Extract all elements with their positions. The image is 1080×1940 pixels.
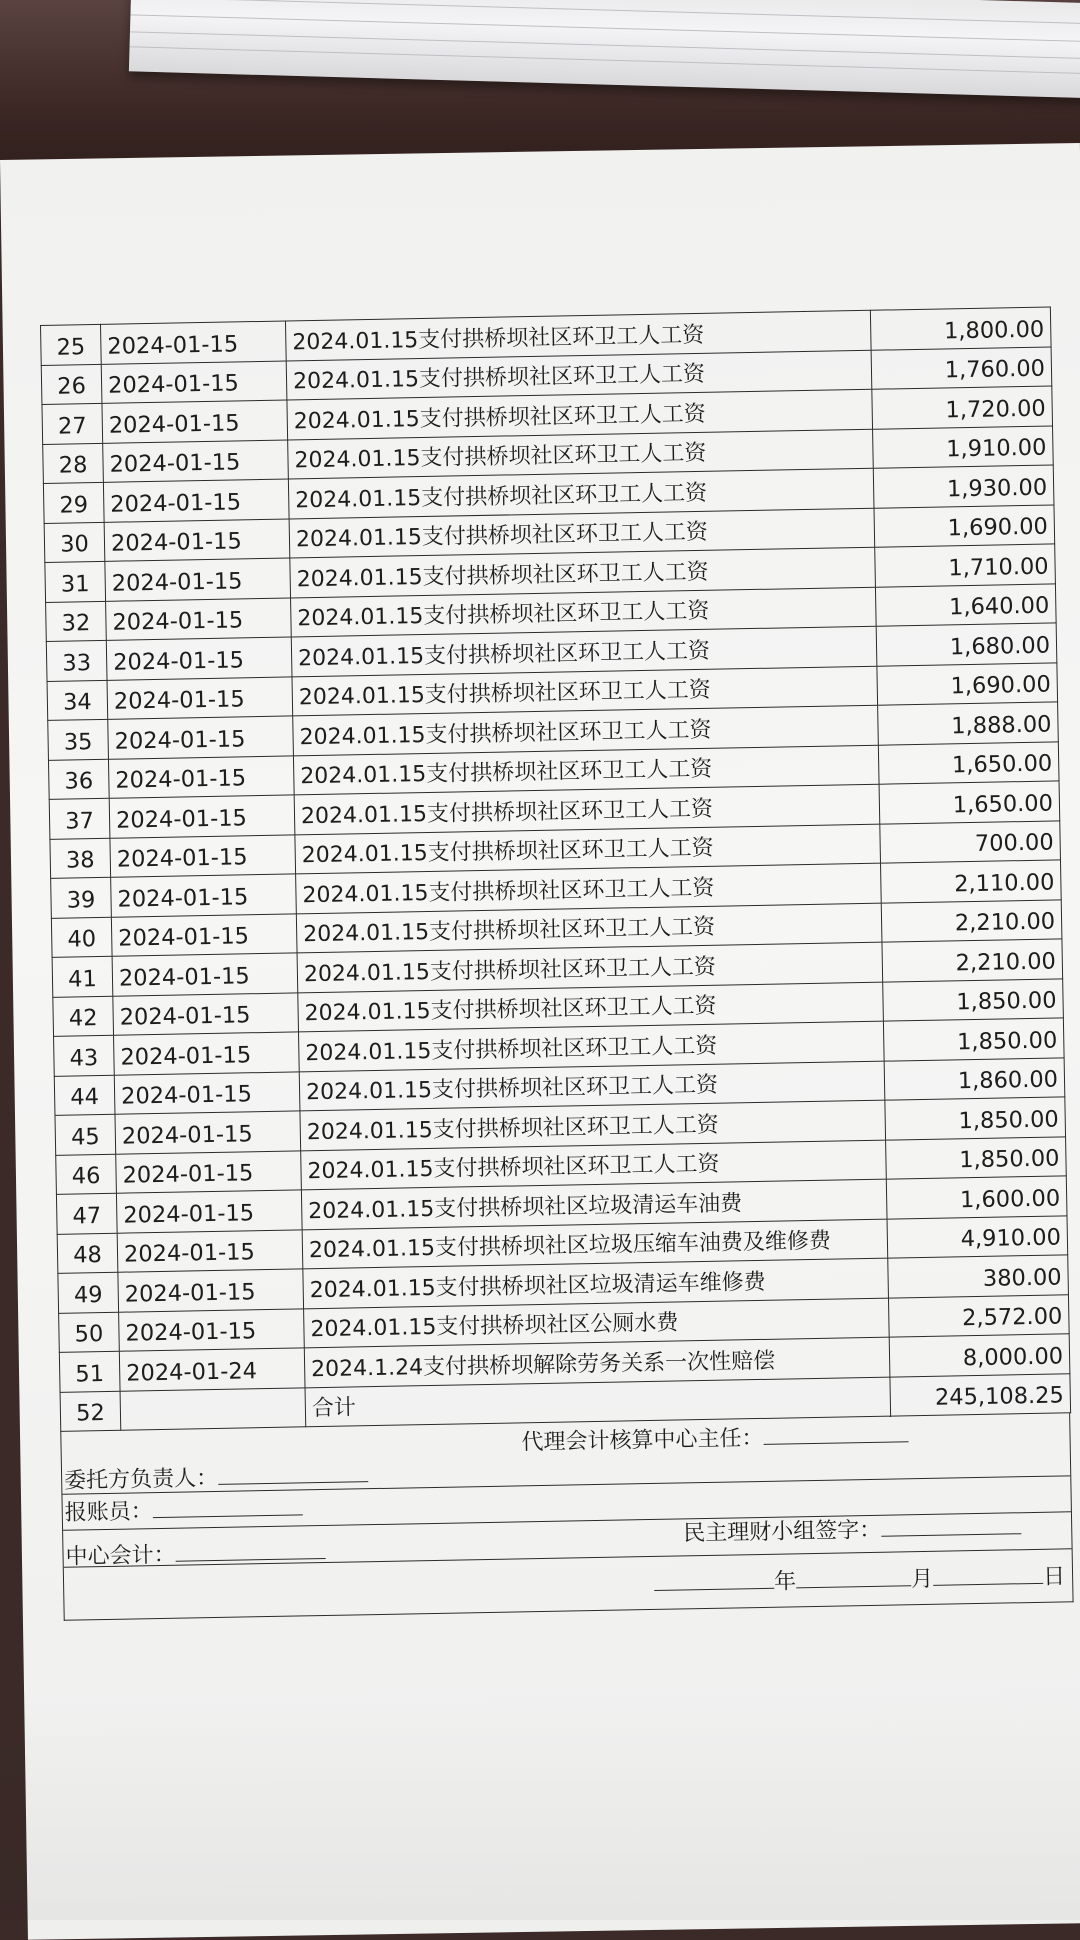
date-field [654, 1559, 1066, 1598]
client-head-label: 委托方负责人： [63, 1465, 219, 1494]
row-number: 32 [46, 601, 107, 642]
row-number: 39 [51, 877, 112, 918]
row-amount: 245,108.25 [890, 1373, 1071, 1416]
row-description: 2024.01.15支付拱桥坝社区环卫工人工资 [291, 626, 877, 676]
row-date: 2024-01-15 [104, 518, 290, 561]
row-number: 35 [48, 719, 109, 760]
row-description: 2024.01.15支付拱桥坝社区环卫工人工资 [287, 389, 873, 439]
row-number: 49 [58, 1272, 119, 1313]
row-date: 2024-01-15 [106, 597, 292, 640]
row-number: 40 [51, 917, 112, 958]
row-date: 2024-01-15 [113, 992, 299, 1035]
row-description: 2024.01.15支付拱桥坝社区环卫工人工资 [299, 1061, 885, 1111]
row-description: 2024.01.15支付拱桥坝社区环卫工人工资 [293, 705, 879, 755]
center-accountant-label: 中心会计： [65, 1542, 176, 1570]
row-number: 43 [54, 1035, 115, 1076]
row-description: 2024.01.15支付拱桥坝社区环卫工人工资 [301, 1140, 887, 1190]
row-description: 2024.01.15支付拱桥坝社区环卫工人工资 [286, 350, 872, 400]
row-amount: 1,760.00 [871, 346, 1052, 389]
row-description: 2024.01.15支付拱桥坝社区环卫工人工资 [300, 1100, 886, 1150]
row-number: 38 [50, 838, 111, 879]
row-date: 2024-01-15 [105, 558, 291, 601]
row-date: 2024-01-15 [108, 755, 294, 798]
row-amount: 1,640.00 [875, 583, 1056, 626]
row-number: 41 [52, 956, 113, 997]
center-director-label: 代理会计核算中心主任： [521, 1425, 764, 1456]
row-date: 2024-01-15 [102, 400, 288, 443]
row-description: 2024.01.15支付拱桥坝社区环卫工人工资 [288, 429, 874, 479]
row-date: 2024-01-15 [115, 1111, 301, 1154]
row-description: 2024.01.15支付拱桥坝社区环卫工人工资 [288, 468, 874, 518]
row-date: 2024-01-15 [119, 1308, 305, 1351]
row-description: 2024.01.15支付拱桥坝社区环卫工人工资 [297, 942, 883, 992]
democratic-group-field [683, 1510, 1022, 1547]
row-amount: 1,650.00 [879, 781, 1060, 824]
row-date: 2024-01-15 [109, 795, 295, 838]
row-number: 28 [43, 443, 104, 484]
row-date: 2024-01-15 [111, 913, 297, 956]
row-date: 2024-01-15 [116, 1150, 302, 1193]
row-description: 合计 [305, 1377, 891, 1427]
row-date: 2024-01-15 [111, 874, 297, 917]
row-number: 47 [56, 1193, 117, 1234]
row-date: 2024-01-15 [110, 834, 296, 877]
row-amount: 380.00 [888, 1255, 1069, 1298]
row-amount: 1,888.00 [878, 702, 1059, 745]
signature-section [60, 1413, 1073, 1620]
row-amount: 1,910.00 [873, 425, 1054, 468]
row-number: 42 [53, 996, 114, 1037]
row-amount: 1,650.00 [878, 741, 1059, 784]
row-amount: 1,720.00 [872, 386, 1053, 429]
ledger-body [41, 307, 1071, 1431]
row-number: 26 [41, 364, 102, 405]
row-date: 2024-01-15 [114, 1032, 300, 1075]
row-date: 2024-01-15 [101, 360, 287, 403]
row-number: 25 [41, 324, 102, 365]
row-amount: 1,930.00 [873, 465, 1054, 508]
row-amount: 1,800.00 [870, 307, 1051, 350]
reimburser-field [64, 1491, 303, 1526]
row-description: 2024.1.24支付拱桥坝解除劳务关系一次性赔偿 [304, 1337, 890, 1387]
row-description: 2024.01.15支付拱桥坝社区环卫工人工资 [292, 666, 878, 716]
row-amount: 1,710.00 [875, 544, 1056, 587]
row-description: 2024.01.15支付拱桥坝社区环卫工人工资 [291, 587, 877, 637]
row-number: 50 [59, 1312, 120, 1353]
row-amount: 1,850.00 [886, 1136, 1067, 1179]
row-number: 31 [45, 561, 106, 602]
row-description: 2024.01.15支付拱桥坝社区环卫工人工资 [293, 745, 879, 795]
row-number: 34 [47, 680, 108, 721]
democratic-group-label: 民主理财小组签字： [683, 1517, 882, 1547]
row-amount: 4,910.00 [887, 1215, 1068, 1258]
row-description: 2024.01.15支付拱桥坝社区环卫工人工资 [295, 824, 881, 874]
year-label: 年 [773, 1569, 797, 1595]
row-number: 44 [54, 1075, 115, 1116]
ledger-table [40, 306, 1071, 1431]
row-date: 2024-01-15 [106, 637, 292, 680]
row-amount: 1,690.00 [874, 504, 1055, 547]
row-number: 52 [60, 1391, 121, 1432]
row-description: 2024.01.15支付拱桥坝社区环卫工人工资 [285, 310, 871, 360]
day-label: 日 [1042, 1564, 1066, 1590]
row-date: 2024-01-15 [117, 1229, 303, 1272]
row-date: 2024-01-15 [107, 676, 293, 719]
row-number: 30 [44, 522, 105, 563]
row-amount: 1,850.00 [883, 978, 1064, 1021]
row-amount: 1,860.00 [884, 1057, 1065, 1100]
row-date: 2024-01-15 [118, 1269, 304, 1312]
row-number: 29 [43, 482, 104, 523]
row-amount: 1,600.00 [886, 1176, 1067, 1219]
row-number: 33 [46, 640, 107, 681]
row-date [120, 1387, 306, 1430]
row-number: 51 [59, 1351, 120, 1392]
row-amount: 1,690.00 [877, 662, 1058, 705]
row-amount: 2,210.00 [881, 899, 1062, 942]
reimburser-label: 报账员： [64, 1499, 154, 1526]
row-amount: 700.00 [880, 820, 1061, 863]
row-date: 2024-01-15 [103, 439, 289, 482]
row-description: 2024.01.15支付拱桥坝社区环卫工人工资 [289, 508, 875, 558]
row-number: 36 [48, 759, 109, 800]
month-label: 月 [910, 1566, 934, 1593]
row-amount: 8,000.00 [889, 1334, 1070, 1377]
row-date: 2024-01-15 [112, 953, 298, 996]
row-description: 2024.01.15支付拱桥坝社区环卫工人工资 [296, 903, 882, 953]
ledger-document [40, 306, 1074, 1620]
row-description: 2024.01.15支付拱桥坝社区环卫工人工资 [296, 863, 882, 913]
row-date: 2024-01-15 [116, 1190, 302, 1233]
row-amount: 1,850.00 [885, 1097, 1066, 1140]
row-amount: 2,110.00 [881, 860, 1062, 903]
row-description: 2024.01.15支付拱桥坝社区垃圾压缩车油费及维修费 [302, 1219, 888, 1269]
row-date: 2024-01-15 [114, 1071, 300, 1114]
row-amount: 1,680.00 [876, 623, 1057, 666]
row-description: 2024.01.15支付拱桥坝社区环卫工人工资 [298, 1021, 884, 1071]
row-date: 2024-01-24 [119, 1348, 305, 1391]
center-director-field [521, 1418, 909, 1456]
row-amount: 2,572.00 [888, 1294, 1069, 1337]
row-date: 2024-01-15 [108, 716, 294, 759]
row-number: 37 [49, 798, 110, 839]
row-amount: 2,210.00 [882, 939, 1063, 982]
row-number: 46 [56, 1154, 117, 1195]
row-description: 2024.01.15支付拱桥坝社区垃圾清运车维修费 [303, 1258, 889, 1308]
row-date: 2024-01-15 [103, 479, 289, 522]
row-amount: 1,850.00 [883, 1018, 1064, 1061]
row-number: 48 [57, 1233, 118, 1274]
row-description: 2024.01.15支付拱桥坝社区公厕水费 [304, 1298, 890, 1348]
row-description: 2024.01.15支付拱桥坝社区环卫工人工资 [290, 547, 876, 597]
row-date: 2024-01-15 [100, 321, 286, 364]
row-number: 45 [55, 1114, 116, 1155]
row-description: 2024.01.15支付拱桥坝社区垃圾清运车油费 [301, 1179, 887, 1229]
row-description: 2024.01.15支付拱桥坝社区环卫工人工资 [294, 784, 880, 834]
row-number: 27 [42, 403, 103, 444]
row-description: 2024.01.15支付拱桥坝社区环卫工人工资 [298, 982, 884, 1032]
